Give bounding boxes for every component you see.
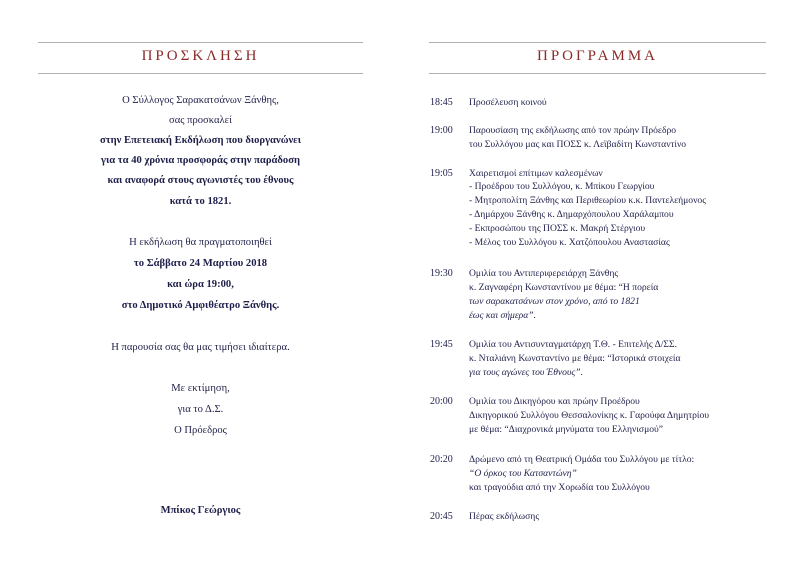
program-line: του Συλλόγου μας και ΠΟΣΣ κ. Λεϊβαδίτη Κωνσταντίνο [469,139,687,150]
program-time: 20:00 [430,396,453,407]
invitation-line: Με εκτίμηση, [171,383,230,394]
program-line: και τραγούδια από την Χορωδία του Συλλόγου [469,482,650,493]
invitation-line: Ο Πρόεδρος [174,425,227,436]
program-time: 20:45 [430,511,453,522]
program-line: Δρώμενο από τη Θεατρική Ομάδα του Συλλόγου με τίτλο: [469,454,695,465]
invitation-line: κατά το 1821. [169,196,232,207]
program-line: Προσέλευση κοινού [469,97,547,108]
program-line: - Εκπροσώπου της ΠΟΣΣ κ. Μακρή Στέργιου [469,223,646,234]
program-top-rule [429,42,766,43]
invitation-heading: ΠΡΟΣΚΛΗΣΗ [141,48,260,64]
program-line: - Μέλος του Συλλόγου κ. Χατζόπουλου Αναστασίας [469,237,670,248]
program-line: - Δημάρχου Ξάνθης κ. Δημαρχόπουλου Χαράλαμπου [469,209,674,220]
program-line: Πέρας εκδήλωσης [469,511,540,522]
program-time: 18:45 [430,97,453,108]
program-line: Χαιρετισμοί επίτιμων καλεσμένων [469,168,603,179]
invitation-bottom-rule [38,73,363,74]
program-line: Δικηγορικού Συλλόγου Θεσσαλονίκης κ. Γαρούφα Δημητρίου [469,410,710,421]
invitation-line: για το Δ.Σ. [177,404,224,415]
invitation-line: Ο Σύλλογος Σαρακατσάνων Ξάνθης, [122,95,279,106]
invitation-top-rule [38,42,363,43]
program-line: - Μητροπολίτη Ξάνθης και Περιθεωρίου κ.κ. Παντελεήμονος [469,195,707,206]
program-line: - Προέδρου του Συλλόγου, κ. Μπίκου Γεωργίου [469,181,655,192]
program-heading: ΠΡΟΓΡΑΜΜΑ [537,48,658,64]
program-line: “Ο όρκος του Κατσαντώνη” [469,468,577,479]
invitation-line: Η παρουσία σας θα μας τιμήσει ιδιαίτερα. [111,342,290,353]
program-line: με θέμα: “Διαχρονικά μηνύματα του Ελληνισμού” [469,424,664,435]
program-time: 19:45 [430,339,453,350]
program-time: 19:05 [430,168,453,179]
invitation-line: για τα 40 χρόνια προσφοράς στην παράδοση [101,155,300,166]
program-line: Ομιλία του Δικηγόρου και πρώην Προέδρου [469,396,640,407]
program-line: κ. Ζαγναφέρη Κωνσταντίνου με θέμα: “Η πορεία [469,282,659,293]
invitation-line: στο Δημοτικό Αμφιθέατρο Ξάνθης. [121,300,280,311]
invitation-signature: Μπίκος Γεώργιος [160,505,241,516]
program-line: κ. Νταλιάνη Κωνσταντίνο με θέμα: “Ιστορικά στοιχεία [469,353,681,364]
invitation-line: σας προσκαλεί [169,115,232,126]
program-line: Ομιλία του Αντισυνταγματάρχη Τ.Θ. - Επιτελής Δ/ΣΣ. [469,339,677,350]
program-line: έως και σήμερα”. [469,310,537,321]
program-time: 20:20 [430,454,453,465]
program-line: Ομιλία του Αντιπεριφερειάρχη Ξάνθης [469,268,619,279]
invitation-line: στην Επετειακή Εκδήλωση που διοργανώνει [99,135,301,146]
program-line: των σαρακατσάνων στον χρόνο, από το 1821 [469,296,640,307]
program-bottom-rule [429,73,766,74]
invitation-line: και ώρα 19:00, [167,279,234,290]
invitation-line: Η εκδήλωση θα πραγματοποιηθεί [129,237,272,248]
program-time: 19:30 [430,268,453,279]
invitation-line: το Σάββατο 24 Μαρτίου 2018 [133,258,268,269]
invitation-line: και αναφορά στους αγωνιστές του έθνους [107,175,294,186]
program-time: 19:00 [430,125,453,136]
program-line: για τους αγώνες του Έθνους”. [469,367,583,378]
program-line: Παρουσίαση της εκδήλωσης από τον πρώην Πρόεδρο [469,125,677,136]
